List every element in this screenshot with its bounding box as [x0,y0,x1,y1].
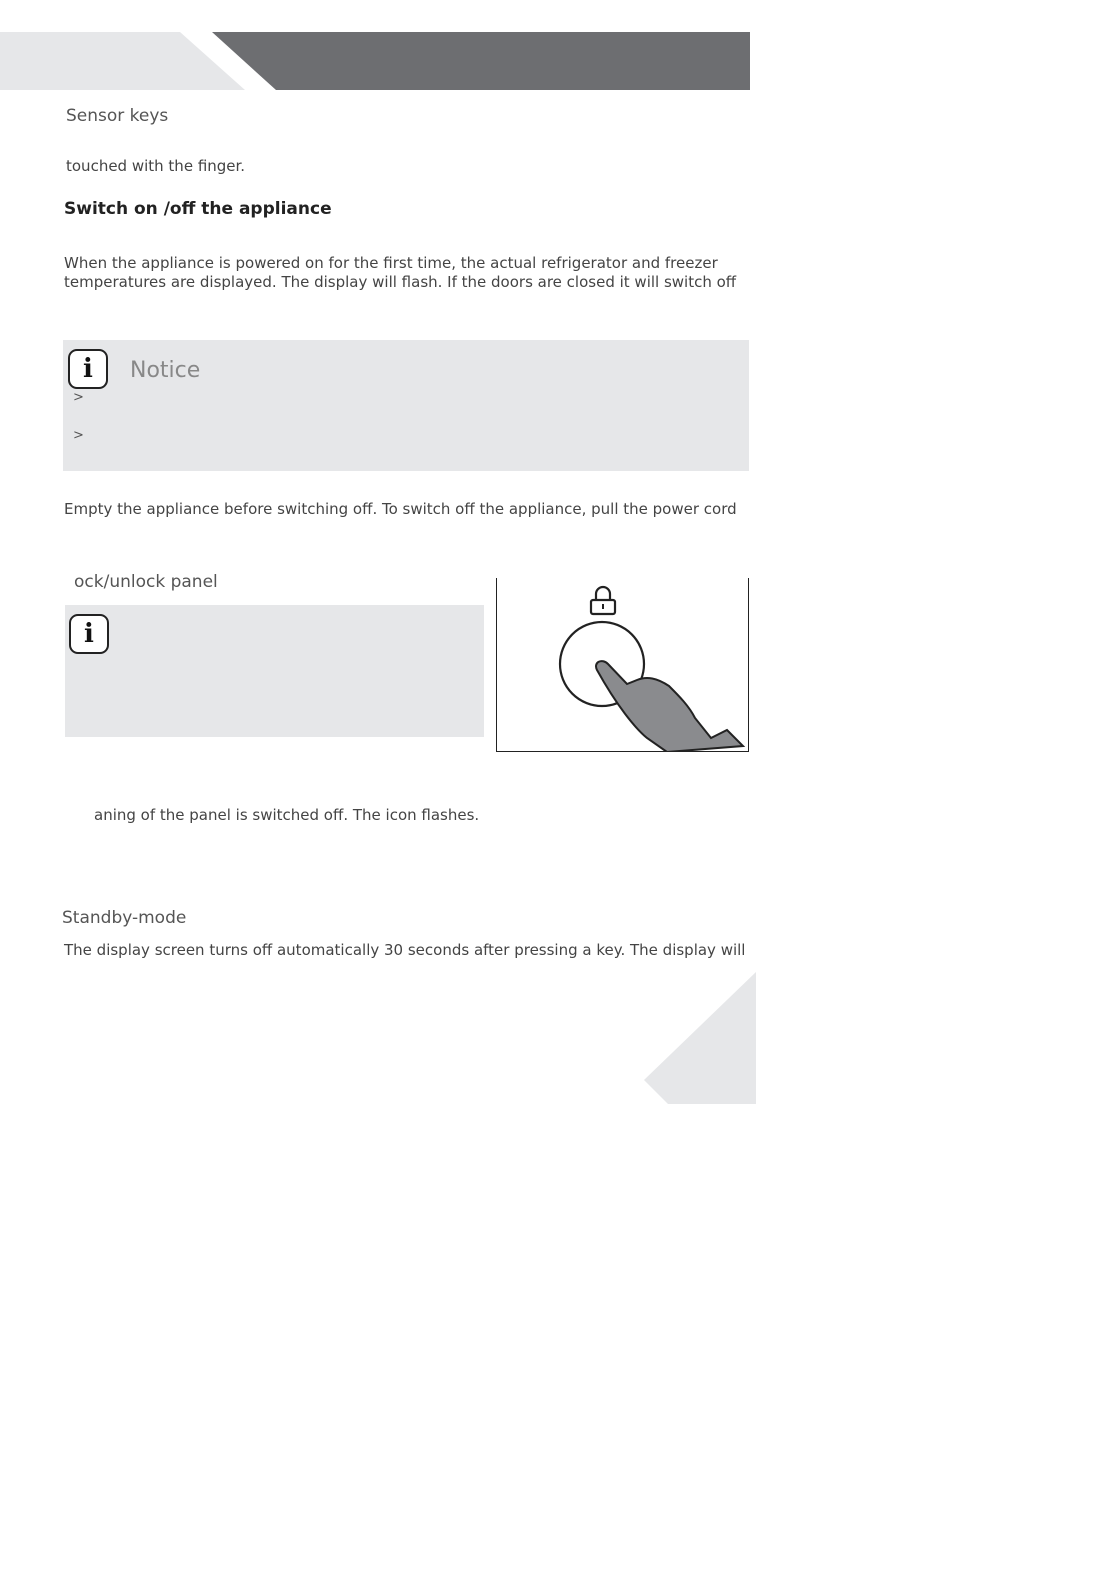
info-icon: i [69,614,109,654]
standby-text: The display screen turns off automatically 30 seconds after pressing a key. The display will [64,941,746,959]
lock-panel-text: aning of the panel is switched off. The icon flashes. [94,806,480,824]
sensor-keys-heading: Sensor keys [66,106,169,126]
lock-notice-box [65,605,484,737]
lock-figure [496,578,749,752]
lock-panel-heading: ock/unlock panel [74,572,218,592]
info-icon: i [68,349,108,389]
notice-box [63,340,749,471]
empty-appliance-text: Empty the appliance before switching off. To switch off the appliance, pull the power cord [64,500,737,518]
switch-heading: Switch on /off the appliance [64,199,332,219]
switch-paragraph-line2: temperatures are displayed. The display will flash. If the doors are closed it will switch off [64,273,737,291]
corner-decoration [644,972,756,1104]
notice-bullet-1: > [73,390,84,405]
switch-paragraph-line1: When the appliance is powered on for the first time, the actual refrigerator and freezer [64,254,718,272]
finger-press-icon [497,578,750,752]
sensor-keys-text: touched with the finger. [66,157,246,175]
standby-heading: Standby-mode [62,908,187,928]
padlock-icon [591,587,615,614]
header-banner-dark [212,32,750,92]
notice-bullet-2: > [73,428,84,443]
notice-title: Notice [130,358,201,383]
